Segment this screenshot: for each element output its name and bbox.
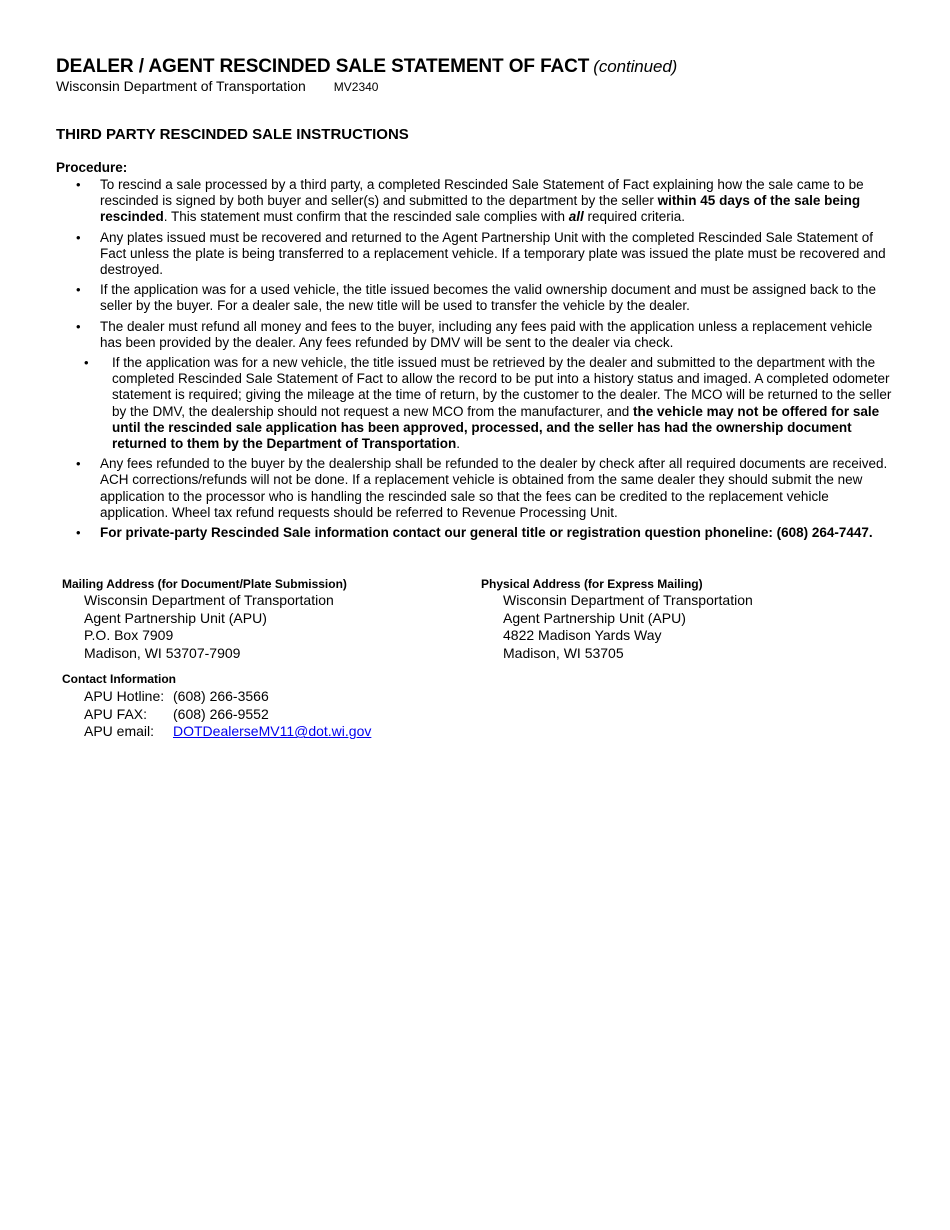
procedure-item — [56, 230, 896, 279]
contact-row-email — [84, 723, 371, 741]
email-label: APU email: — [84, 723, 155, 740]
contact-row-hotline — [84, 688, 371, 706]
item-text: Any fees refunded to the buyer by the dealership shall be refunded to the dealer by check after all required documents are received. ACH corrections/refunds will not be done. If a replacement vehicle is obtained from the same dealer they should submit the new application to the processor who is handling the rescinded sale so that the fees can be credited to the replacement vehicle application. Wheel tax refund requests should be referred to Revenue Processing Unit. — [100, 456, 888, 520]
form-title: DEALER / AGENT RESCINDED SALE STATEMENT OF FACT — [56, 56, 590, 77]
bullet-dot-icon: • — [76, 177, 81, 192]
bullet-dot-icon: • — [76, 282, 81, 298]
bullet-dot-icon: • — [84, 355, 89, 371]
bullet-dot-icon: • — [76, 456, 81, 472]
item-emphasis: the vehicle may not be offered for sale until the rescinded sale application has been approved, processed, and the seller has had the ownership document returned to them by the Department of Transportation — [112, 403, 880, 452]
address-line: Madison, WI 53707-7909 — [84, 644, 241, 661]
department-name: Wisconsin Department of Transportation — [56, 78, 306, 94]
item-emphasis: all — [568, 209, 584, 225]
procedure-list — [56, 177, 896, 545]
fax-value: (608) 266-9552 — [173, 705, 269, 722]
title-suffix: (continued) — [593, 57, 678, 76]
subtitle — [56, 78, 378, 94]
item-text: The dealer must refund all money and fees to the buyer, including any fees paid with the application unless a replacement vehicle has been provided by the dealer. Any fees refunded by DMV will be sent to the dealer via check. — [100, 318, 873, 350]
item-text: For private-party Rescinded Sale information contact our general title or registration question phoneline: (608) 264-7447. — [100, 525, 873, 541]
hotline-label: APU Hotline: — [84, 688, 165, 704]
procedure-item — [56, 282, 896, 314]
item-text: . — [456, 436, 461, 452]
procedure-label: Procedure: — [56, 160, 128, 175]
physical-address — [503, 592, 753, 662]
procedure-item — [56, 456, 896, 521]
contact-info — [84, 688, 371, 741]
item-text: required criteria. — [583, 209, 686, 225]
procedure-item — [56, 319, 896, 351]
address-line: Wisconsin Department of Transportation — [84, 592, 334, 608]
item-text: If the application was for a used vehicle, the title issued becomes the valid ownership document and must be assigned back to the seller by the buyer. For a dealer sale, the new title will be used to transfer the vehicle by the dealer. — [100, 282, 876, 314]
bullet-dot-icon: • — [76, 318, 81, 334]
contact-heading: Contact Information — [62, 672, 176, 686]
item-text: To rescind a sale processed by a third party, a completed Rescinded Sale Statement of Fact explaining how the sale came to be rescinded is signed by both buyer and seller(s) and submitted to the department by the seller — [100, 177, 864, 209]
contact-row-fax — [84, 706, 371, 724]
mailing-address — [84, 592, 334, 662]
item-text: If the application was for a new vehicle, the title issued must be retrieved by the dealer and submitted to the department with the completed Rescinded Sale Statement of Fact to allow the record to be put into a history status and imaged. A completed odometer statement is required; giving the mileage at the time of return, by the customer to the dealer. The MCO will be returned to the seller by the DMV, the dealership should not request a new MCO from the manufacturer, and — [112, 355, 892, 419]
procedure-item — [56, 355, 896, 452]
address-line: 4822 Madison Yards Way — [503, 627, 662, 644]
address-line: Agent Partnership Unit (APU) — [503, 609, 686, 626]
email-link[interactable]: DOTDealerseMV11@dot.wi.gov — [173, 723, 372, 740]
physical-address-heading: Physical Address (for Express Mailing) — [481, 577, 703, 591]
fax-label: APU FAX: — [84, 705, 148, 722]
item-text: Any plates issued must be recovered and returned to the Agent Partnership Unit with the completed Rescinded Sale Statement of Fact unless the plate is being transferred to a replacement vehicle. If a temporary plate was issued the plate must be recovered and destroyed. — [100, 229, 886, 278]
item-emphasis: within 45 days of the sale being rescinded — [100, 193, 861, 225]
bullet-dot-icon: • — [76, 525, 81, 541]
procedure-item — [56, 525, 896, 541]
hotline-value: (608) 266-3566 — [173, 688, 269, 704]
form-number: MV2340 — [333, 80, 379, 94]
address-line: Agent Partnership Unit (APU) — [84, 609, 267, 626]
address-line: Madison, WI 53705 — [503, 644, 624, 661]
page-title — [56, 56, 677, 78]
procedure-item — [56, 177, 896, 226]
address-line: P.O. Box 7909 — [84, 627, 174, 644]
address-line: Wisconsin Department of Transportation — [503, 592, 753, 608]
item-text: . This statement must confirm that the rescinded sale complies with — [163, 209, 569, 225]
mailing-address-heading: Mailing Address (for Document/Plate Submission) — [62, 577, 347, 591]
section-heading: THIRD PARTY RESCINDED SALE INSTRUCTIONS — [56, 126, 409, 143]
bullet-dot-icon: • — [76, 229, 81, 245]
